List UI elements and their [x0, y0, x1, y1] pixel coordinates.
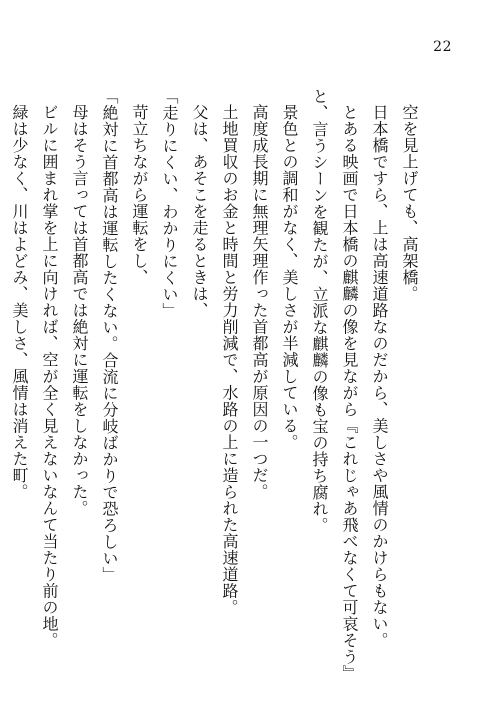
- page-number: 22: [433, 39, 452, 55]
- paragraph: とある映画で日本橋の麒麟の像を見ながら『これじゃあ飛べなくて可哀そう』と、言うシーンを観たが、立派な麒麟の像も宝の持ち腐れ。: [310, 88, 359, 682]
- paragraph: 父は、あそこを走るときは、: [190, 104, 209, 319]
- paragraph: 日本橋ですら、上は高速道路なのだから、美しさや風情のかけらもない。: [370, 104, 389, 649]
- vertical-text-body: [4, 88, 424, 688]
- paragraph: ビルに囲まれ掌を上に向ければ、空が全く見えないなんて当たり前の地。: [40, 104, 59, 649]
- paragraph: 土地買収のお金と時間と労力削減で、水路の上に造られた高速道路。: [220, 104, 239, 616]
- dialogue-line: 「絶対に首都高は運転したくない。合流に分岐ばかりで恐ろしい」: [100, 88, 119, 583]
- paragraph: 高度成長期に無理矢理作った首都高が原因の一つだ。: [250, 104, 269, 500]
- dialogue-line: 「走りにくい、わかりにくい」: [160, 88, 179, 319]
- paragraph: 空を見上げても、高架橋。: [400, 104, 419, 302]
- paragraph: 母はそう言っては首都高では絶対に運転をしなかった。: [70, 104, 89, 517]
- paragraph: 景色との調和がなく、美しさが半減している。: [280, 104, 299, 451]
- paragraph: 緑は少なく、川はよどみ、美しさ、風情は消えた町。: [10, 104, 29, 500]
- paragraph: [0, 88, 4, 688]
- paragraph: 苛立ちながら運転をし、: [130, 104, 149, 286]
